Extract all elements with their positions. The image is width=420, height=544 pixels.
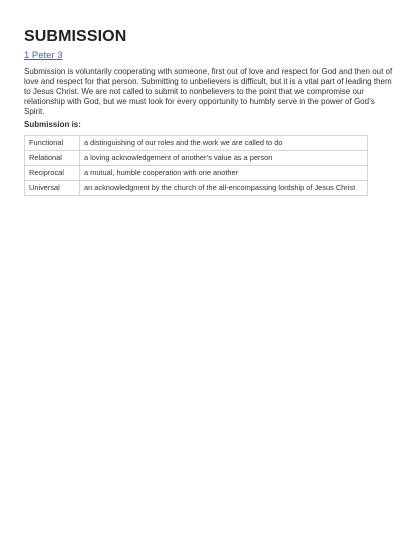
table-row bbox=[25, 136, 368, 151]
definition-cell: an acknowledgment by the church of the all-encompassing lordship of Jesus Christ bbox=[80, 181, 368, 196]
definition-cell: a loving acknowledgement of another’s value as a person bbox=[80, 151, 368, 166]
scripture-reference-link[interactable]: 1 Peter 3 bbox=[24, 50, 63, 61]
table-row bbox=[25, 166, 368, 181]
term-cell: Reciprocal bbox=[25, 166, 80, 181]
page-title: SUBMISSION bbox=[24, 28, 127, 45]
term-cell: Relational bbox=[25, 151, 80, 166]
submission-definitions-table bbox=[24, 135, 368, 196]
table-row bbox=[25, 151, 368, 166]
definition-cell: a mutual, humble cooperation with one another bbox=[80, 166, 368, 181]
table-row bbox=[25, 181, 368, 196]
intro-paragraph: Submission is voluntarily cooperating with someone, first out of love and respect for God and then out of love and respect for that person. Submitting to unbelievers is difficult, but it is a vital part of leading them to Jesus Christ. We are not called to submit to nonbelievers to the point that we compromise our relationship with God, but we must look for every opportunity to humbly serve in the power of God’s Spirit. bbox=[24, 67, 393, 116]
definition-cell: a distinguishing of our roles and the work we are called to do bbox=[80, 136, 368, 151]
table-subheading: Submission is: bbox=[24, 120, 81, 129]
term-cell: Universal bbox=[25, 181, 80, 196]
term-cell: Functional bbox=[25, 136, 80, 151]
